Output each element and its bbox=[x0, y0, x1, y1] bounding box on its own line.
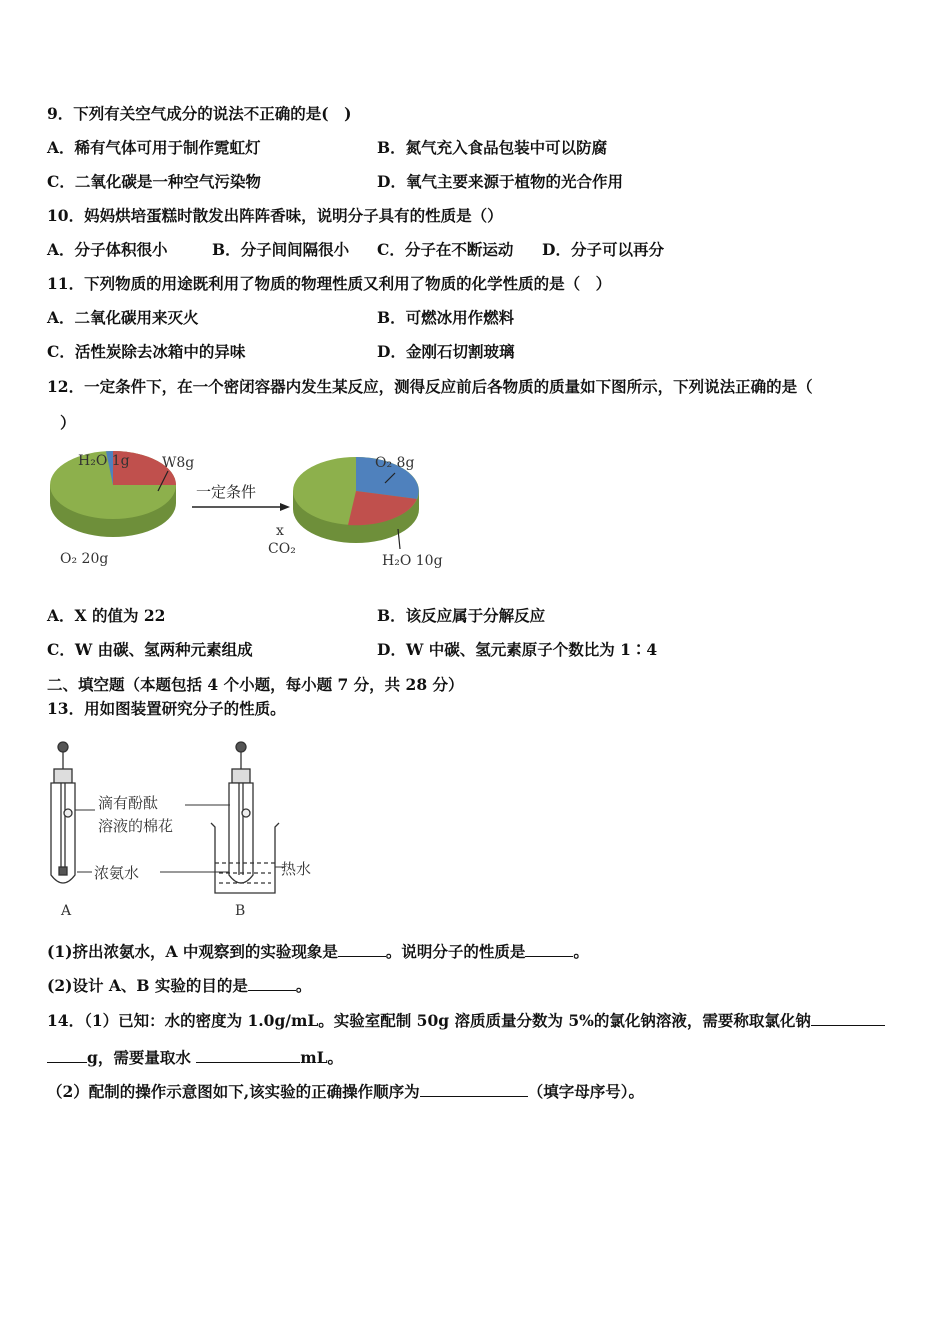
q12-option-b: B．该反应属于分解反应 bbox=[377, 606, 546, 625]
q13-apparatus-figure bbox=[45, 735, 335, 925]
q13-part1-text-b: 。说明分子的性质是 bbox=[385, 942, 526, 961]
label-ammonia: 浓氨水 bbox=[94, 864, 140, 882]
q13-part2-text-b: 。 bbox=[295, 976, 312, 995]
q11-option-d: D．金刚石切割玻璃 bbox=[377, 342, 515, 361]
q13-part1 bbox=[47, 940, 589, 962]
q14-part2-text-b: （填字母序号）。 bbox=[527, 1082, 644, 1101]
arrow-label: 一定条件 bbox=[196, 483, 257, 501]
right-co2-label: CO₂ bbox=[268, 541, 296, 557]
q13-blank-1[interactable] bbox=[338, 942, 386, 957]
q13-part2-text-a: (2)设计 A、B 实验的目的是 bbox=[47, 976, 248, 995]
q9-stem: 9．下列有关空气成分的说法不正确的是( ) bbox=[47, 104, 352, 123]
q14-part1-line1 bbox=[47, 1009, 885, 1031]
label-b: B bbox=[235, 903, 246, 919]
q14-part1-text-b: g，需要量取水 bbox=[87, 1048, 191, 1067]
q11-option-c: C．活性炭除去冰箱中的异味 bbox=[47, 342, 246, 361]
q9-option-a: A．稀有气体可用于制作霓虹灯 bbox=[47, 138, 261, 157]
label-cotton-1: 滴有酚酞 bbox=[98, 794, 159, 812]
left-o2-label: O₂ 20g bbox=[60, 551, 109, 567]
left-w-label: W8g bbox=[162, 455, 195, 471]
q14-part1-text-c: mL。 bbox=[300, 1048, 344, 1067]
q10-stem: 10．妈妈烘培蛋糕时散发出阵阵香味，说明分子具有的性质是（） bbox=[47, 206, 503, 225]
right-x-label: x bbox=[276, 523, 284, 539]
q10-option-d: D．分子可以再分 bbox=[542, 240, 664, 259]
q14-part2-text-a: （2）配制的操作示意图如下,该实验的正确操作顺序为 bbox=[47, 1082, 420, 1101]
tube-a bbox=[51, 742, 75, 883]
q11-option-a: A．二氧化碳用来灭火 bbox=[47, 308, 199, 327]
q11-option-b: B．可燃冰用作燃料 bbox=[377, 308, 515, 327]
tube-b bbox=[229, 742, 253, 883]
q14-part1-text-a: 14．（1）已知：水的密度为 1.0g/mL。实验室配制 50g 溶质质量分数为 5%的氯化钠溶液，需要称取氯化钠 bbox=[47, 1011, 811, 1030]
q10-option-c: C．分子在不断运动 bbox=[377, 240, 514, 259]
q12-stem: 12．一定条件下，在一个密闭容器内发生某反应，测得反应前后各物质的质量如下图所示，下列说法正确的是（ bbox=[47, 377, 813, 396]
q11-stem: 11．下列物质的用途既利用了物质的物理性质又利用了物质的化学性质的是（ ） bbox=[47, 274, 612, 293]
label-hot-water: 热水 bbox=[281, 860, 312, 878]
q12-option-d: D．W 中碳、氢元素原子个数比为 1∶4 bbox=[377, 640, 658, 659]
label-a: A bbox=[61, 903, 72, 919]
q12-pie-figure bbox=[40, 445, 460, 575]
label-cotton-2: 溶液的棉花 bbox=[98, 817, 174, 835]
q13-blank-3[interactable] bbox=[248, 976, 296, 991]
q14-blank-1b[interactable] bbox=[47, 1048, 87, 1063]
section-heading: 二、填空题（本题包括 4 个小题，每小题 7 分，共 28 分） bbox=[47, 675, 464, 694]
q12-option-c: C．W 由碳、氢两种元素组成 bbox=[47, 640, 253, 659]
q14-blank-2[interactable] bbox=[196, 1048, 300, 1063]
q10-option-b: B．分子间间隔很小 bbox=[212, 240, 350, 259]
q13-blank-2[interactable] bbox=[525, 942, 573, 957]
q13-part1-text-c: 。 bbox=[573, 942, 589, 961]
q13-part1-text-a: (1)挤出浓氨水，A 中观察到的实验现象是 bbox=[47, 942, 338, 961]
q12-option-a: A．X 的值为 22 bbox=[47, 606, 166, 625]
q9-option-b: B．氮气充入食品包装中可以防腐 bbox=[377, 138, 608, 157]
q10-option-a: A．分子体积很小 bbox=[47, 240, 168, 259]
q13-part2 bbox=[47, 974, 311, 996]
q9-option-c: C．二氧化碳是一种空气污染物 bbox=[47, 172, 261, 191]
q9-option-d: D．氧气主要来源于植物的光合作用 bbox=[377, 172, 623, 191]
left-h2o-label: H₂O 1g bbox=[78, 453, 130, 469]
q14-blank-3[interactable] bbox=[420, 1082, 528, 1097]
right-h2o-label: H₂O 10g bbox=[382, 553, 443, 569]
q12-stem-end: ） bbox=[60, 413, 76, 432]
q13-stem: 13．用如图装置研究分子的性质。 bbox=[47, 699, 286, 718]
q14-part2 bbox=[47, 1080, 644, 1102]
right-o2-label: O₂ 8g bbox=[375, 455, 415, 471]
q14-part1-line2 bbox=[47, 1046, 343, 1068]
q14-blank-1a[interactable] bbox=[811, 1011, 885, 1026]
